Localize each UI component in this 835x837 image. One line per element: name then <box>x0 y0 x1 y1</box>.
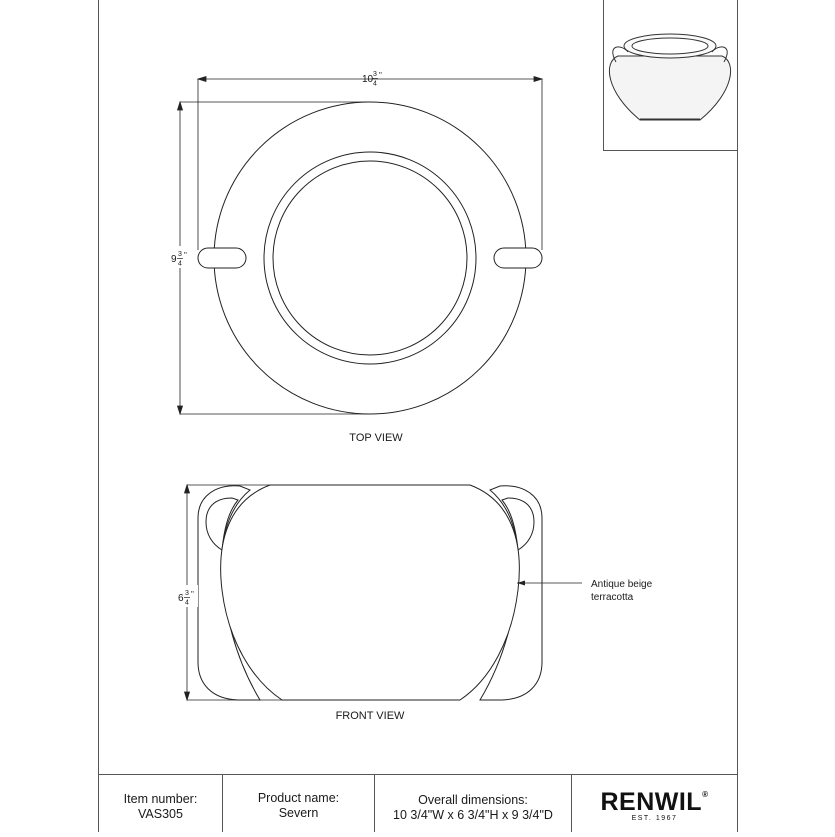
thumbnail-panel <box>603 0 738 151</box>
height-dim-den: 4 <box>185 599 189 607</box>
top-view-label: TOP VIEW <box>349 432 403 444</box>
height-dim-num: 3 <box>185 590 189 597</box>
depth-dim-whole: 9 <box>171 254 177 265</box>
height-dim-whole: 6 <box>178 593 184 604</box>
depth-dim-num: 3 <box>178 251 182 258</box>
top-view-opening <box>273 161 467 355</box>
height-dim-unit: " <box>191 590 194 599</box>
width-dim-num: 3 <box>373 71 377 78</box>
width-dimension-label <box>362 71 382 88</box>
width-dim-den: 4 <box>373 80 377 88</box>
item-number-value: VAS305 <box>138 807 183 821</box>
top-view-left-handle <box>198 248 246 268</box>
top-view-neck <box>264 152 476 364</box>
thumbnail-pot-icon <box>609 34 730 120</box>
width-dim-unit: " <box>379 71 382 80</box>
item-number-cell <box>99 792 222 822</box>
overall-dimensions-label: Overall dimensions: <box>418 793 528 807</box>
front-view <box>198 485 542 700</box>
material-note-line2: terracotta <box>591 592 634 603</box>
front-view-label: FRONT VIEW <box>335 710 405 722</box>
depth-dimension-label <box>169 246 191 268</box>
overall-dimensions-cell <box>375 793 571 823</box>
renwil-logo <box>572 788 737 822</box>
logo-registered-mark: ® <box>702 790 709 799</box>
depth-dim-den: 4 <box>178 260 182 268</box>
top-view <box>198 102 542 414</box>
product-name-cell <box>223 791 374 821</box>
width-dimension <box>198 77 542 251</box>
logo-text: RENWIL <box>600 788 703 816</box>
depth-dim-unit: " <box>184 251 187 260</box>
logo-established: EST. 1967 <box>631 815 678 822</box>
height-dimension-label <box>176 585 198 607</box>
top-view-right-handle <box>494 248 542 268</box>
material-note-line1: Antique beige <box>591 579 653 590</box>
item-number-label: Item number: <box>123 792 198 806</box>
front-view-body <box>221 485 520 700</box>
product-name-label: Product name: <box>257 791 340 805</box>
overall-dimensions-value: 10 3/4"W x 6 3/4"H x 9 3/4"D <box>393 808 553 822</box>
top-view-outer-rim <box>214 102 526 414</box>
product-name-value: Severn <box>278 806 319 820</box>
width-dim-whole: 10 <box>362 74 374 85</box>
